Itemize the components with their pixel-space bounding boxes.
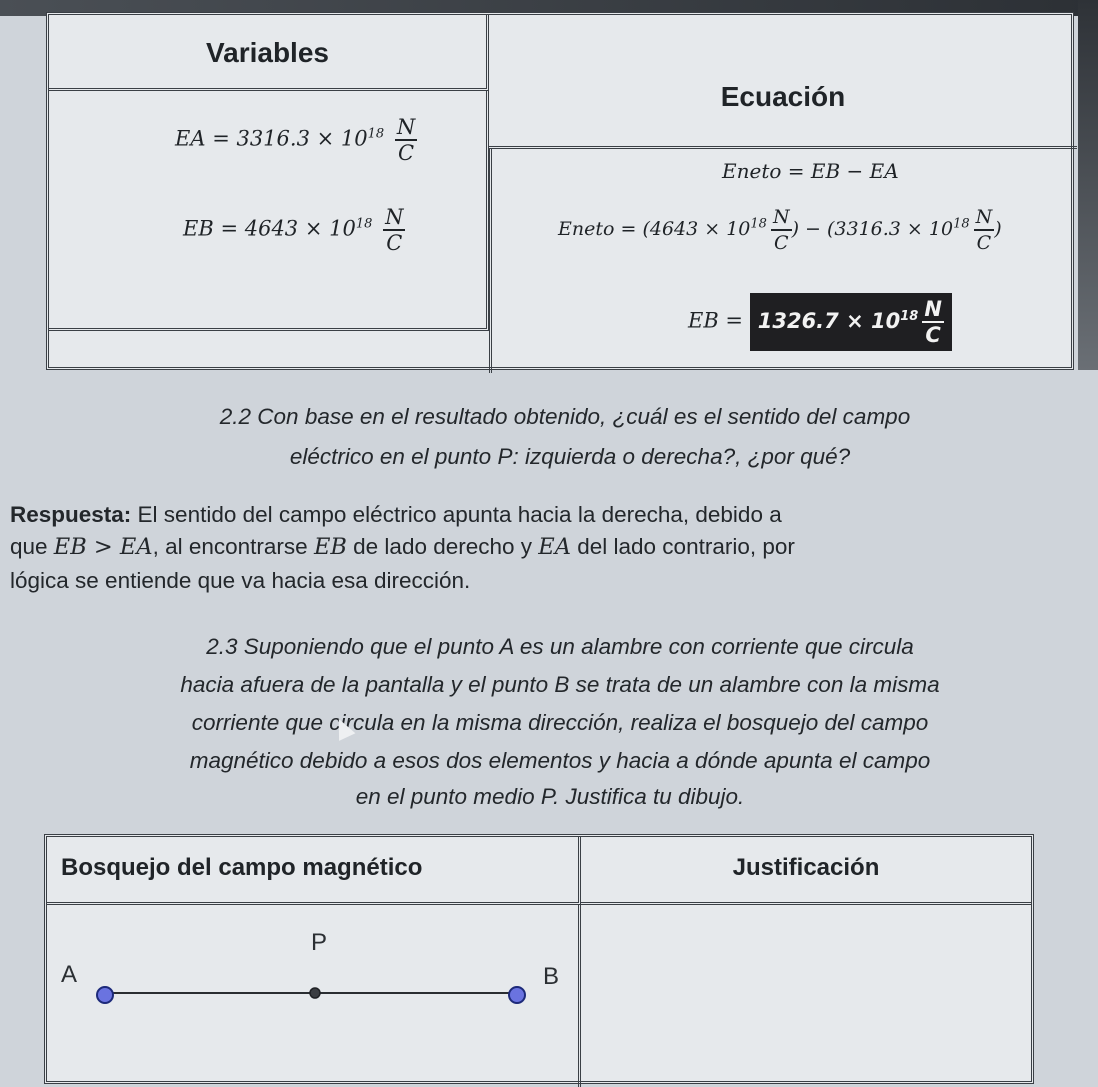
answer-text-2d: de lado derecho y	[346, 534, 539, 559]
unit-numerator: N	[924, 297, 942, 321]
question-2-3-line-2: hacia afuera de la pantalla y el punto B se trata de un alambre con la misma	[180, 672, 940, 697]
unit-denominator: C	[386, 231, 403, 255]
justification-cell[interactable]	[581, 905, 1031, 1087]
term1-exponent: 18	[750, 216, 767, 232]
answer-text-2f: del lado contrario, por	[570, 534, 795, 559]
close-paren: )	[994, 218, 1002, 240]
answer-text-2b: , al encontrarse	[152, 534, 314, 559]
question-2-2-line-1: 2.2 Con base en el resultado obtenido, ¿cuál es el sentido del campo	[219, 404, 911, 429]
sketch-cell[interactable]	[47, 905, 581, 1087]
term1-unit-fraction	[771, 205, 792, 255]
eb-exponent: 18	[355, 216, 373, 232]
result-coefficient: 1326.7 × 10	[757, 309, 901, 333]
point-b-label: B	[543, 963, 560, 990]
eb-symbol: EB	[183, 216, 214, 241]
net-field-result	[688, 293, 952, 351]
question-2-3-line-5: en el punto medio P. Justifica tu dibujo.	[355, 784, 745, 809]
answer-eb-symbol: EB	[313, 534, 347, 560]
term1-coefficient: (4643 × 10	[642, 218, 751, 240]
term2-coefficient: − (3316.3 × 10	[805, 218, 954, 240]
sketch-header: Bosquejo del campo magnético	[47, 837, 581, 905]
term2-exponent: 18	[953, 216, 970, 232]
magnetic-field-table	[44, 834, 1034, 1084]
answer-label: Respuesta:	[10, 502, 132, 527]
answer-line-2	[10, 532, 1040, 562]
unit-denominator: C	[397, 141, 415, 165]
point-a-label: A	[61, 961, 78, 988]
ea-unit-fraction	[395, 115, 417, 165]
question-2-2-line-2: eléctrico en el punto P: izquierda o derecha?, ¿por qué?	[289, 444, 851, 469]
unit-numerator: N	[385, 205, 404, 229]
unit-denominator: C	[925, 323, 941, 347]
unit-denominator: C	[976, 232, 992, 254]
variables-cell	[49, 91, 489, 331]
eb-value	[183, 205, 405, 255]
justification-header: Justificación	[581, 837, 1031, 905]
answer-text-1: El sentido del campo eléctrico apunta hacia la derecha, debido a	[131, 502, 782, 527]
result-exponent: 18	[900, 309, 919, 324]
answer-ea-symbol: EA	[538, 534, 571, 560]
result-unit-fraction	[922, 297, 944, 347]
monitor-bezel-right	[1078, 0, 1098, 370]
highlighted-result	[750, 293, 952, 351]
answer-line-1	[10, 500, 1040, 530]
unit-numerator: N	[974, 205, 995, 231]
wire-a-dot	[97, 987, 113, 1003]
eb-result-label: EB =	[688, 308, 744, 333]
unit-numerator: N	[771, 205, 792, 231]
equation-header: Ecuación	[489, 45, 1077, 149]
point-p-label: P	[311, 929, 328, 956]
variables-equation-table	[46, 12, 1074, 370]
unit-numerator: N	[396, 115, 416, 139]
answer-text-2a: que	[10, 534, 54, 559]
close-paren: )	[791, 218, 799, 240]
eneto-label: Eneto =	[558, 218, 637, 240]
eb-coefficient: = 4643 × 10	[220, 216, 356, 241]
unit-denominator: C	[773, 232, 789, 254]
question-2-3-line-1: 2.3 Suponiendo que el punto A es un alambre con corriente que circula	[206, 634, 914, 659]
sketch-diagram	[47, 905, 577, 1085]
equation-cell	[489, 149, 1077, 373]
question-2-3-line-4: magnético debido a esos dos elementos y hacia a dónde apunta el campo	[189, 748, 931, 773]
ea-coefficient: = 3316.3 × 10	[212, 126, 368, 151]
ea-value	[175, 115, 417, 165]
net-field-formula: Eneto = EB − EA	[722, 159, 899, 183]
wire-b-dot	[509, 987, 525, 1003]
answer-inequality: EB > EA	[53, 534, 153, 560]
term2-unit-fraction	[974, 205, 995, 255]
question-2-3-line-3: corriente que circula en la misma dirección, realiza el bosquejo del campo	[191, 710, 929, 735]
net-field-substitution	[558, 205, 1002, 255]
eb-unit-fraction	[383, 205, 405, 255]
midpoint-p-dot	[310, 988, 320, 998]
variables-header: Variables	[49, 15, 489, 91]
ea-exponent: 18	[367, 126, 385, 142]
ea-symbol: EA	[175, 126, 206, 151]
answer-line-3: lógica se entiende que va hacia esa dirección.	[10, 568, 471, 593]
